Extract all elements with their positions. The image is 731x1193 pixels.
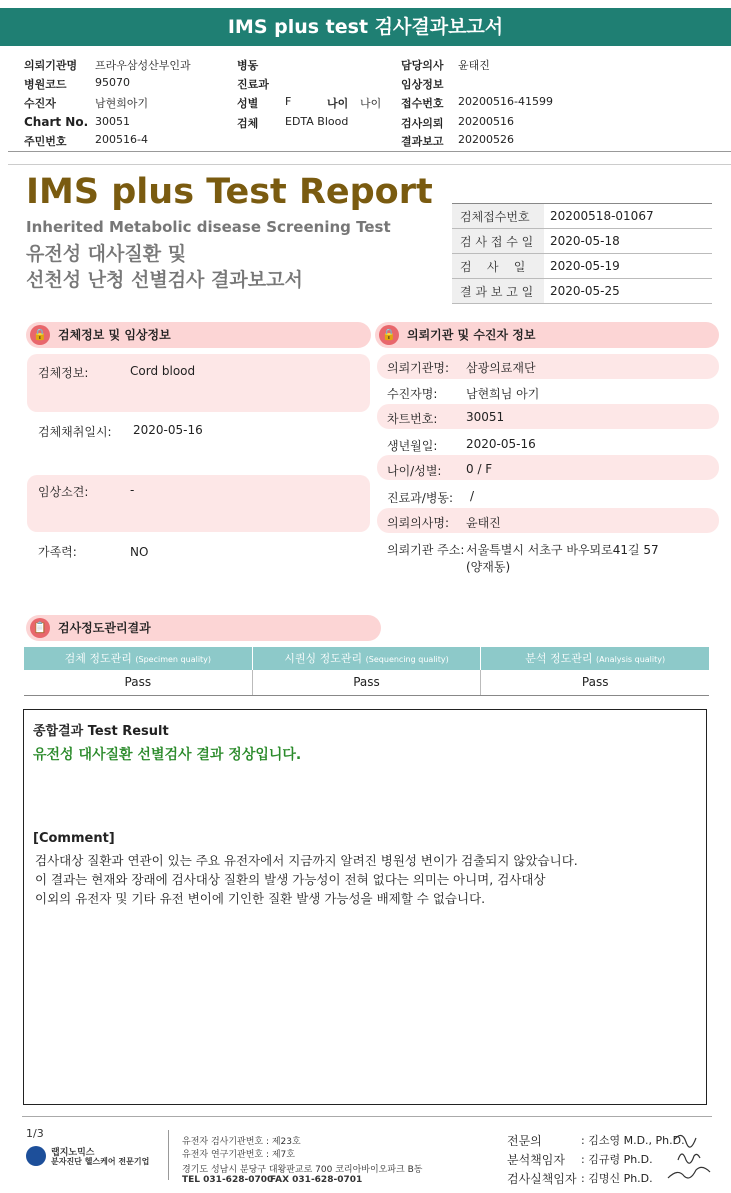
patient-value: 0 / F	[466, 462, 493, 476]
reg-number: 유전자 연구기관번호 : 제7호	[182, 1150, 295, 1160]
collect-label: 검체채취일시:	[38, 425, 112, 439]
reg-number: 유전자 검사기관번호 : 제23호	[182, 1137, 301, 1147]
header-field: 검체	[237, 117, 259, 130]
receipt-info-table	[452, 203, 712, 304]
divider	[22, 1116, 712, 1117]
specimen-box	[27, 354, 370, 412]
address-label: 의뢰기관 주소:	[387, 543, 465, 557]
report-kr-title-line1: 유전성 대사질환 및	[26, 243, 187, 265]
header-field: 담당의사	[401, 59, 444, 72]
patient-value: 윤태진	[466, 516, 501, 530]
table-row: 결 과 보 고 일 2020-05-25	[452, 279, 712, 304]
header-value: 프라우삼성산부인과	[95, 59, 191, 72]
patient-label: 차트번호:	[387, 412, 438, 426]
header-field: 검사의뢰	[401, 117, 444, 130]
column-header: 시퀀싱 정도관리 (Sequencing quality)	[253, 647, 482, 670]
header-value: 윤태진	[458, 59, 490, 72]
result-box	[23, 709, 707, 1105]
header-value: 나이	[360, 97, 382, 110]
specimen-value: Cord blood	[130, 364, 196, 378]
header-field: 주민번호	[24, 135, 67, 148]
table-row: 검체접수번호 20200518-01067	[452, 204, 712, 229]
divider	[8, 164, 731, 165]
patient-label: 진료과/병동:	[387, 491, 454, 505]
patient-value: 남현희님 아기	[466, 387, 540, 401]
header-field: 수진자	[24, 97, 56, 110]
quality-table	[24, 647, 709, 696]
signer-name: : 김명신 Ph.D.	[581, 1172, 653, 1185]
clipboard-icon: 📋	[30, 618, 50, 638]
company-address: 경기도 성남시 분당구 대왕판교로 700 코리아바이오파크 B동	[182, 1165, 423, 1175]
signature-3	[668, 1167, 710, 1178]
header-field: 나이	[327, 97, 349, 110]
lock-icon: 🔒	[30, 325, 50, 345]
quality-section-heading: 📋 검사정도관리결과	[26, 615, 381, 641]
family-value: NO	[130, 545, 149, 559]
divider	[168, 1130, 169, 1180]
company-fax: FAX 031-628-0701	[270, 1175, 363, 1185]
header-field: 결과보고	[401, 135, 444, 148]
header-field: 진료과	[237, 78, 269, 91]
report-kr-title-line2: 선천성 난청 선별검사 결과보고서	[26, 269, 303, 291]
clinical-value: -	[130, 483, 135, 497]
lock-icon: 🔒	[379, 325, 399, 345]
header-field: Chart No.	[24, 115, 89, 129]
header-value: 20200516-41599	[458, 95, 553, 108]
header-field: 병동	[237, 59, 259, 72]
header-value: F	[285, 95, 292, 108]
clinical-label: 임상소견:	[38, 485, 89, 499]
header-value: 95070	[95, 76, 130, 89]
family-label: 가족력:	[38, 545, 77, 559]
patient-label: 나이/성별:	[387, 464, 442, 478]
patient-section-heading: 🔒 의뢰기관 및 수진자 정보	[375, 322, 719, 348]
divider	[8, 151, 731, 152]
patient-label: 의뢰의사명:	[387, 516, 450, 530]
patient-label: 의뢰기관명:	[387, 361, 450, 375]
company-logo-icon	[26, 1146, 46, 1166]
header-field: 의뢰기관명	[24, 59, 78, 72]
table-row: 검 사 접 수 일 2020-05-18	[452, 229, 712, 254]
comment-line: 이외의 유전자 및 기타 유전 변이에 기인한 질환 발생 가능성을 배제할 수 없습니다.	[35, 891, 486, 906]
header-value: 30051	[95, 115, 130, 128]
table-cell: Pass	[581, 675, 609, 689]
address-line1: 서울특별시 서초구 바우뫼로41길 57	[466, 543, 659, 557]
signature-2	[678, 1154, 700, 1163]
collect-value: 2020-05-16	[133, 423, 203, 437]
header-value: 남현희아기	[95, 97, 149, 110]
table-cell: Pass	[24, 670, 253, 695]
report-title: IMS plus Test Report	[26, 172, 433, 212]
company-tagline: 분자진단 헬스케어 전문기업	[51, 1157, 150, 1166]
company-tel: TEL 031-628-0700	[182, 1175, 274, 1185]
signer-name: : 김소영 M.D., Ph.D.	[581, 1134, 685, 1147]
patient-value: 삼광의료재단	[466, 361, 536, 375]
header-value: 20200516	[458, 115, 514, 128]
header-value: 200516-4	[95, 133, 148, 146]
signature-1	[674, 1135, 696, 1147]
header-value: 20200526	[458, 133, 514, 146]
signer-role: 검사실책임자	[507, 1172, 577, 1186]
comment-line: 이 결과는 현재와 장래에 검사대상 질환의 발생 가능성이 전혀 없다는 의미는 아니며, 검사대상	[35, 872, 546, 887]
patient-label: 수진자명:	[387, 387, 438, 401]
patient-value: 2020-05-16	[466, 437, 536, 451]
table-cell: Pass	[253, 670, 482, 695]
report-banner: IMS plus test 검사결과보고서	[0, 8, 731, 46]
comment-heading: [Comment]	[33, 831, 115, 846]
signature-marks	[664, 1126, 726, 1188]
table-row	[24, 670, 709, 696]
header-field: 접수번호	[401, 97, 444, 110]
comment-line: 검사대상 질환과 연관이 있는 주요 유전자에서 지금까지 알려진 병원성 변이가 검출되지 않았습니다.	[35, 853, 578, 868]
result-summary: 유전성 대사질환 선별검사 결과 정상입니다.	[33, 747, 302, 763]
patient-label: 생년월일:	[387, 439, 438, 453]
specimen-section-heading: 🔒 검체정보 및 임상정보	[26, 322, 371, 348]
header-value: EDTA Blood	[285, 115, 349, 128]
header-field: 성별	[237, 97, 259, 110]
signer-name: : 김규령 Ph.D.	[581, 1153, 653, 1166]
table-row: 검 사 일 2020-05-19	[452, 254, 712, 279]
report-subtitle: Inherited Metabolic disease Screening Test	[26, 218, 391, 236]
patient-value: /	[470, 489, 475, 503]
header-field: 임상정보	[401, 78, 444, 91]
address-line2: (양재동)	[466, 560, 511, 574]
signer-role: 분석책임자	[507, 1153, 565, 1167]
result-heading: 종합결과 Test Result	[33, 724, 169, 739]
company-name: 랩지노믹스	[51, 1148, 95, 1158]
specimen-label: 검체정보:	[38, 366, 89, 380]
column-header: 분석 정도관리 (Analysis quality)	[525, 652, 666, 665]
header-field: 병원코드	[24, 78, 67, 91]
column-header: 검체 정도관리 (Specimen quality)	[24, 647, 253, 670]
signer-role: 전문의	[507, 1134, 542, 1148]
page-number: 1/3	[26, 1127, 44, 1140]
patient-value: 30051	[466, 410, 505, 424]
table-header	[24, 647, 709, 670]
